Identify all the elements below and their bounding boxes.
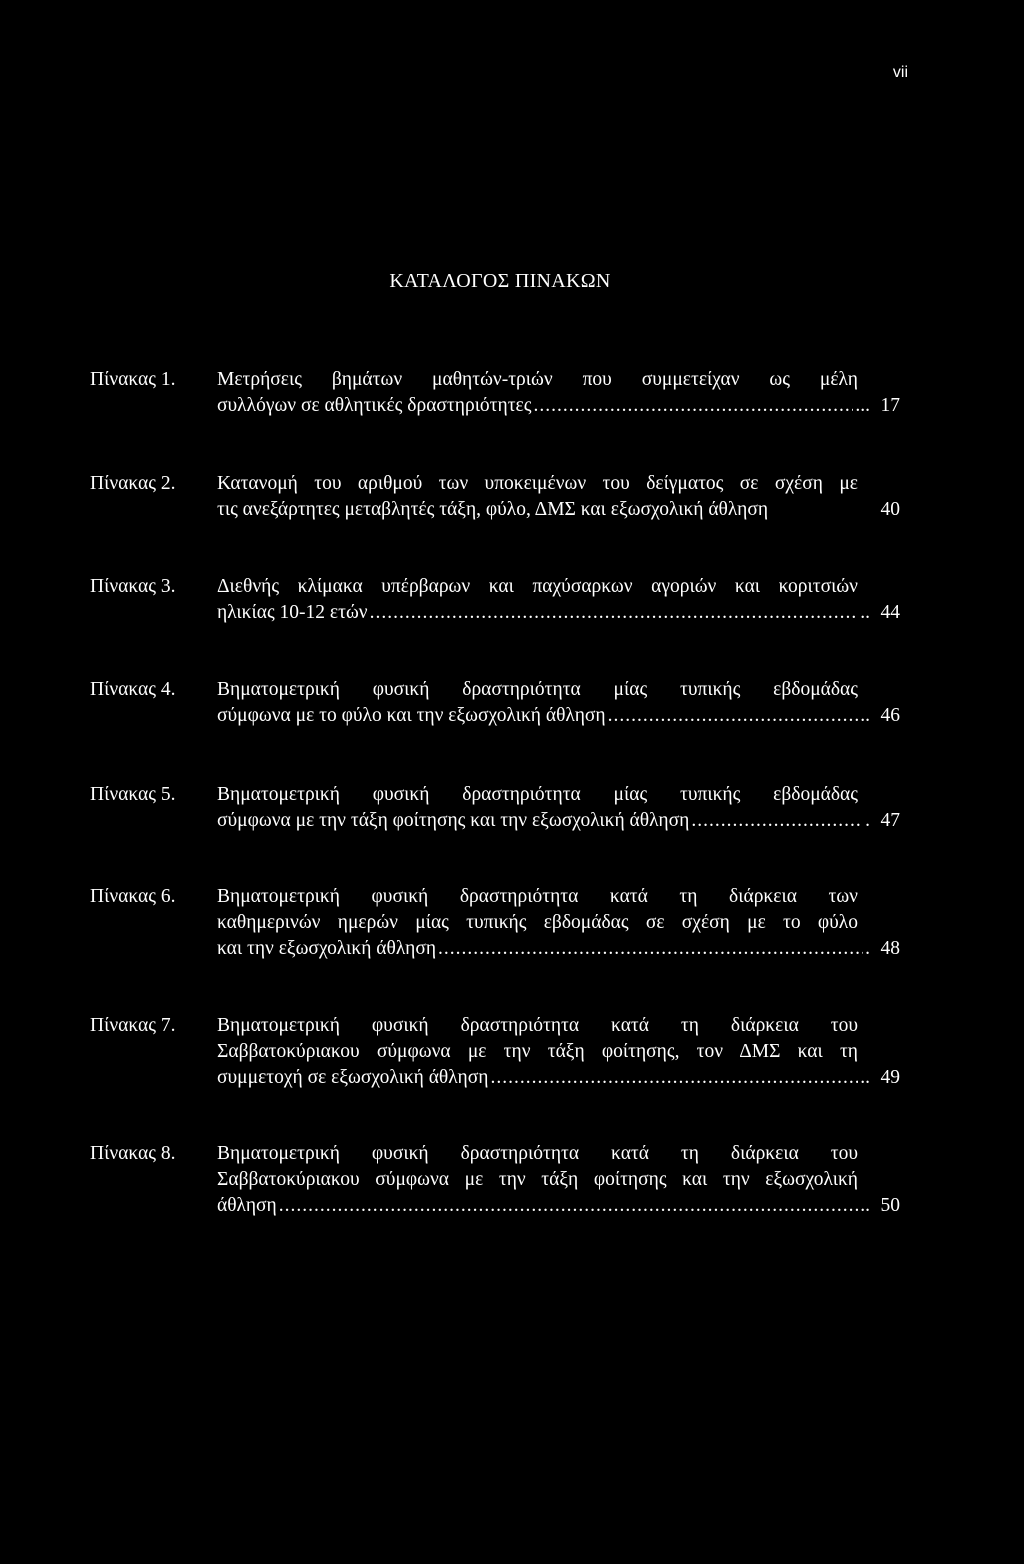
- page-title: ΚΑΤΑΛΟΓΟΣ ΠΙΝΑΚΩΝ: [389, 270, 611, 292]
- toc-entry-trail: ..: [860, 602, 870, 623]
- toc-entry-line: Κατανομή του αριθμού των υποκειμένων του δείγματος σε σχέση με: [217, 473, 858, 494]
- toc-entry-line-end: άθληση: [217, 1195, 277, 1216]
- toc-entry-line-end: ηλικίας 10-12 ετών: [217, 602, 368, 623]
- toc-entry-line: Βηματομετρική φυσική δραστηριότητα κατά τη διάρκεια του: [217, 1015, 858, 1036]
- toc-entry-last-line: [217, 1193, 900, 1219]
- dot-leader: [608, 703, 859, 729]
- toc-entry-trail: ..: [860, 1067, 870, 1088]
- toc-entry-label: Πίνακας 8.: [90, 1143, 176, 1164]
- toc-entry-label: Πίνακας 4.: [90, 679, 176, 700]
- dot-leader: [691, 808, 863, 834]
- toc-entry-page: 46: [880, 705, 900, 726]
- toc-entry-trail: ..: [860, 705, 870, 726]
- toc-entry-line-end: συμμετοχή σε εξωσχολική άθληση: [217, 1067, 489, 1088]
- toc-entry-line: Σαββατοκύριακου σύμφωνα με την τάξη φοίτησης, τον ΔΜΣ και τη: [217, 1041, 858, 1062]
- toc-entry-page: 44: [880, 602, 900, 623]
- toc-entry-line: Βηματομετρική φυσική δραστηριότητα κατά τη διάρκεια των: [217, 886, 858, 907]
- toc-entry-page: 48: [880, 938, 900, 959]
- page-number: vii: [892, 64, 908, 81]
- toc-entry-text: [217, 367, 900, 419]
- toc-entry-page: 17: [880, 395, 900, 416]
- toc-entry-line-end: συλλόγων σε αθλητικές δραστηριότητες: [217, 395, 532, 416]
- toc-entry-last-line: [217, 1065, 900, 1091]
- toc-entry-trail: .: [865, 810, 870, 831]
- dot-leader: [279, 1193, 859, 1219]
- toc-entry-page: 47: [880, 810, 900, 831]
- dot-leader: [438, 936, 863, 962]
- toc-entry-trail: .: [865, 938, 870, 959]
- toc-entry-line: καθημερινών ημερών μίας τυπικής εβδομάδας σε σχέση με το φύλο: [217, 912, 858, 933]
- toc-entry-page: 40: [880, 499, 900, 520]
- toc-entry-text: [217, 1013, 900, 1091]
- toc-entry-label: Πίνακας 3.: [90, 576, 176, 597]
- toc-entry-line-end: και την εξωσχολική άθληση: [217, 938, 437, 959]
- toc-entry-trail: ...: [855, 395, 870, 416]
- toc-entry-text: [217, 782, 900, 834]
- toc-entry-last-line: [217, 600, 900, 626]
- toc-entry-page: 49: [880, 1067, 900, 1088]
- toc-entry-last-line: [217, 393, 900, 419]
- toc-entry-label: Πίνακας 7.: [90, 1015, 176, 1036]
- toc-entry-last-line: [217, 936, 900, 962]
- toc-entry-label: Πίνακας 6.: [90, 886, 176, 907]
- toc-entry-text: [217, 677, 900, 729]
- toc-entry-label: Πίνακας 1.: [90, 369, 176, 390]
- toc-entry-last-line: [217, 703, 900, 729]
- toc-entry-line-end: σύμφωνα με το φύλο και την εξωσχολική άθληση: [217, 705, 606, 726]
- dot-leader: [370, 600, 859, 626]
- toc-entry-text: [217, 574, 900, 626]
- dot-leader: [533, 393, 853, 419]
- toc-entry-last-line: [217, 808, 900, 834]
- toc-entry-trail: ..: [860, 1195, 870, 1216]
- toc-entry-line: Μετρήσεις βημάτων μαθητών-τριών που συμμετείχαν ως μέλη: [217, 369, 858, 390]
- toc-entry-line: Διεθνής κλίμακα υπέρβαρων και παχύσαρκων αγοριών και κοριτσιών: [217, 576, 858, 597]
- toc-entry-line: Βηματομετρική φυσική δραστηριότητα μίας τυπικής εβδομάδας: [217, 679, 858, 700]
- toc-entry-line-end: τις ανεξάρτητες μεταβλητές τάξη, φύλο, ΔΜΣ και εξωσχολική άθληση: [217, 499, 769, 520]
- toc-entry-line: Σαββατοκύριακου σύμφωνα με την τάξη φοίτησης και την εξωσχολική: [217, 1169, 858, 1190]
- toc-entry-text: [217, 884, 900, 962]
- toc-entry-page: 50: [880, 1195, 900, 1216]
- toc-entry-line: Βηματομετρική φυσική δραστηριότητα μίας τυπικής εβδομάδας: [217, 784, 858, 805]
- toc-entry-text: [217, 471, 900, 523]
- toc-entry-label: Πίνακας 5.: [90, 784, 176, 805]
- dot-leader: [490, 1065, 858, 1091]
- toc-entry-last-line: [217, 497, 900, 523]
- toc-entry-label: Πίνακας 2.: [90, 473, 176, 494]
- toc-entry-line-end: σύμφωνα με την τάξη φοίτησης και την εξωσχολική άθληση: [217, 810, 690, 831]
- toc-entry-text: [217, 1141, 900, 1219]
- toc-entry-line: Βηματομετρική φυσική δραστηριότητα κατά τη διάρκεια του: [217, 1143, 858, 1164]
